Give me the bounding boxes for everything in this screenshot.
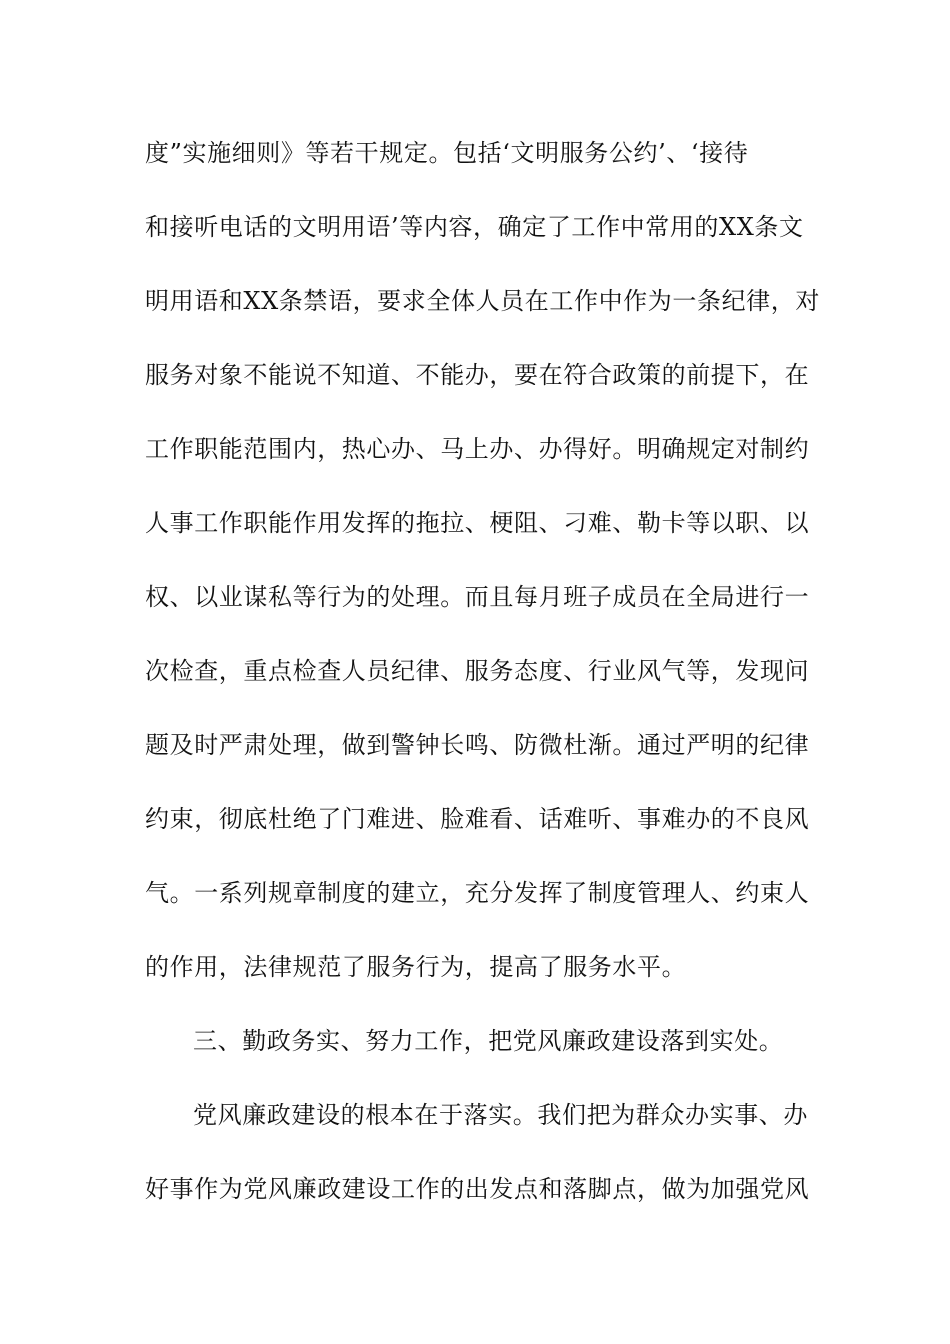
- section-heading: 三、勤政务实、努力工作，把党风廉政建设落到实处。: [193, 1027, 784, 1055]
- text-line: 的作用，法律规范了服务行为，提高了服务水平。: [145, 953, 687, 981]
- text-line: 权、以业谋私等行为的处理。而且每月班子成员在全局进行一: [145, 583, 810, 611]
- text-line: 明用语和XX条禁语，要求全体人员在工作中作为一条纪律，对: [145, 287, 820, 315]
- paragraph-first-line: 党风廉政建设的根本在于落实。我们把为群众办实事、办: [193, 1101, 808, 1129]
- text-line: 次检查，重点检查人员纪律、服务态度、行业风气等，发现问: [145, 657, 810, 685]
- text-line: 好事作为党风廉政建设工作的出发点和落脚点，做为加强党风: [145, 1175, 810, 1203]
- text-line: 工作职能范围内，热心办、马上办、办得好。明确规定对制约: [145, 435, 810, 463]
- text-line: 人事工作职能作用发挥的拖拉、梗阻、刁难、勒卡等以职、以: [145, 509, 810, 537]
- text-line: 约束，彻底杜绝了门难进、脸难看、话难听、事难办的不良风: [145, 805, 810, 833]
- text-line: 题及时严肃处理，做到警钟长鸣、防微杜渐。通过严明的纪律: [145, 731, 810, 759]
- text-line: 服务对象不能说不知道、不能办，要在符合政策的前提下，在: [145, 361, 810, 389]
- text-line: 气。一系列规章制度的建立，充分发挥了制度管理人、约束人: [145, 879, 810, 907]
- text-line: 和接听电话的文明用语’等内容，确定了工作中常用的XX条文: [145, 213, 804, 241]
- text-line: 度”实施细则》等若干规定。包括‘文明服务公约’、‘接待: [145, 139, 749, 167]
